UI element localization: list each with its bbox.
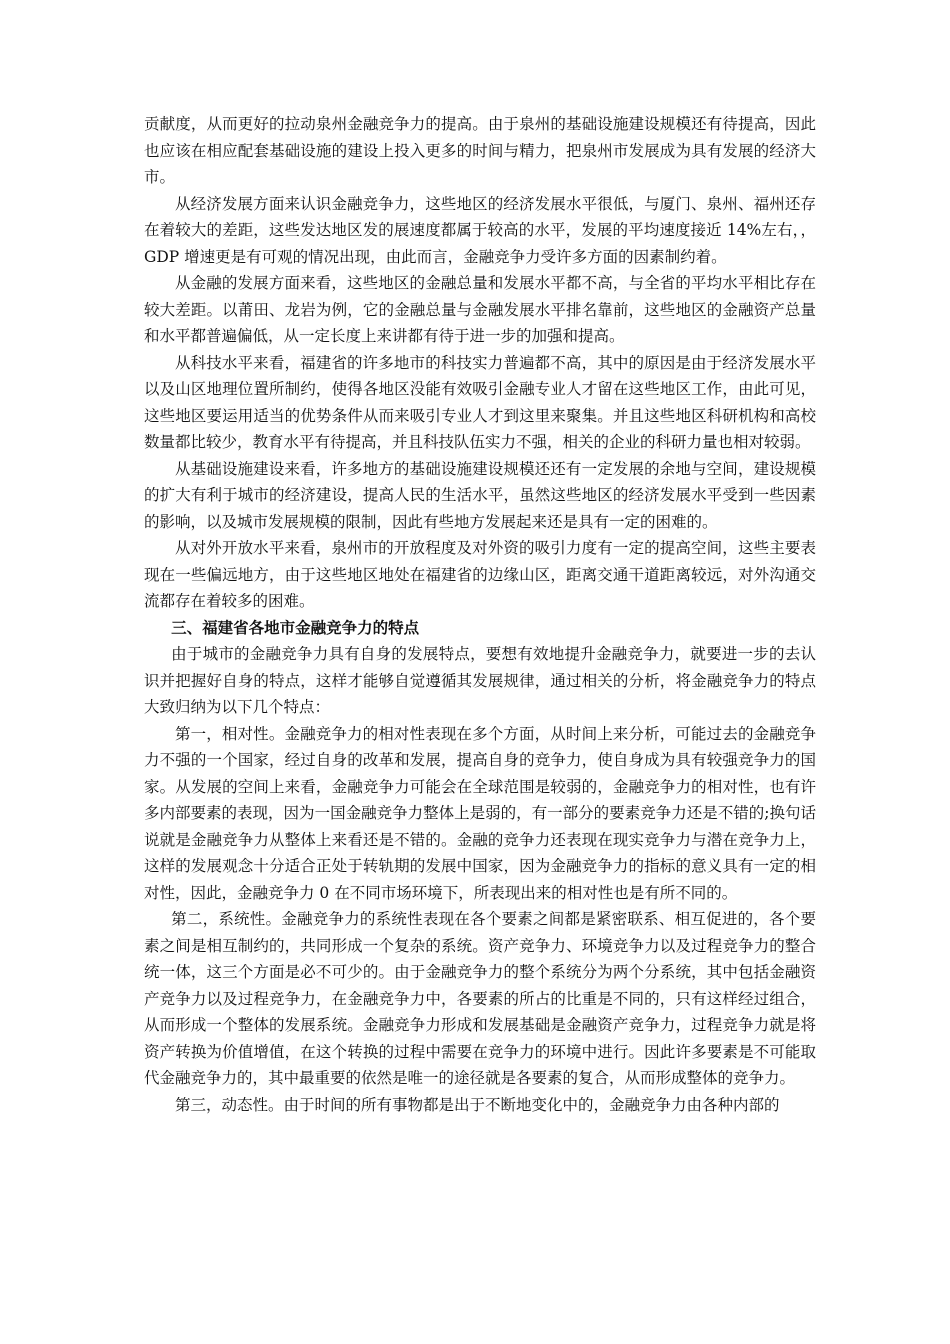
paragraph-dynamic: 第三，动态性。由于时间的所有事物都是出于不断地变化中的，金融竞争力由各种内部的 [175, 1095, 780, 1114]
paragraph-continued: 贡献度，从而更好的拉动泉州金融竞争力的提高。由于泉州的基础设施建设规模还有待提高，因此也应该在相应配套基础设施的建设上投入更多的时间与精力，把泉州市发展成为具有发展的经济大市。 [144, 115, 816, 186]
paragraph-characteristics-intro: 由于城市的金融竞争力具有自身的发展特点，要想有效地提升金融竞争力，就要进一步的去认识并把握好自身的特点，这样才能够自觉遵循其发展规律，通过相关的分析，将金融竞争力的特点大致归纳为以下几个特点： [144, 645, 816, 716]
paragraph-technology-level: 从科技水平来看，福建省的许多地市的科技实力普遍都不高，其中的原因是由于经济发展水平以及山区地理位置所制约，使得各地区没能有效吸引金融专业人才留在这些地区工作，由此可见，这些地区要运用适当的优势条件从而来吸引专业人才到这里来聚集。并且这些地区科研机构和高校数量都比较少，教育水平有待提高，并且科技队伍实力不强，相关的企业的科研力量也相对较弱。 [144, 353, 816, 451]
section-heading: 三、福建省各地市金融竞争力的特点 [171, 618, 420, 637]
paragraph-opening-up: 从对外开放水平来看，泉州市的开放程度及对外资的吸引力度有一定的提高空间，这些主要表现在一些偏远地方，由于这些地区地处在福建省的边缘山区，距离交通干道距离较远，对外沟通交流都存在着较多的困难。 [144, 539, 816, 610]
paragraph-financial-development: 从金融的发展方面来看，这些地区的金融总量和发展水平都不高，与全省的平均水平相比存在较大差距。以莆田、龙岩为例，它的金融总量与金融发展水平排名靠前，这些地区的金融资产总量和水平都普遍偏低，从一定长度上来讲都有待于进一步的加强和提高。 [144, 274, 816, 345]
paragraph-infrastructure: 从基础设施建设来看，许多地方的基础设施建设规模还还有一定发展的余地与空间，建设规模的扩大有利于城市的经济建设，提高人民的生活水平，虽然这些地区的经济发展水平受到一些因素的影响，以及城市发展规模的限制，因此有些地方发展起来还是具有一定的困难的。 [144, 459, 816, 531]
paragraph-economic-development: 从经济发展方面来认识金融竞争力，这些地区的经济发展水平很低，与厦门、泉州、福州还存在着较大的差距，这些发达地区发的展速度都属于较高的水平，发展的平均速度接近 14%左右，， GDP 增速更是有可观的情况出现，由此而言，金融竞争力受许多方面的因素制约着。 [144, 194, 816, 266]
paragraph-systematic: 第二，系统性。金融竞争力的系统性表现在各个要素之间都是紧密联系、相互促进的，各个要素之间是相互制约的，共同形成一个复杂的系统。资产竞争力、环境竞争力以及过程竞争力的整合统一体，这三个方面是必不可少的。由于金融竞争力的整个系统分为两个分系统，其中包括金融资产竞争力以及过程竞争力，在金融竞争力中，各要素的所占的比重是不同的，只有这样经过组合，从而形成一个整体的发展系统。金融竞争力形成和发展基础是金融资产竞争力，过程竞争力就是将资产转换为价值增值，在这个转换的过程中需要在竞争力的环境中进行。因此许多要素是不可能取代金融竞争力的，其中最重要的依然是唯一的途径就是各要素的复合，从而形成整体的竞争力。 [144, 910, 816, 1087]
document-body [144, 111, 816, 1118]
paragraph-relativity: 第一，相对性。金融竞争力的相对性表现在多个方面，从时间上来分析，可能过去的金融竞争力不强的一个国家，经过自身的改革和发展，提高自身的竞争力，使自身成为具有较强竞争力的国家。从发展的空间上来看，金融竞争力可能会在全球范围是较弱的，金融竞争力的相对性，也有许多内部要素的表现，因为一国金融竞争力整体上是弱的，有一部分的要素竞争力还是不错的;换句话说就是金融竞争力从整体上来看还是不错的。金融的竞争力还表现在现实竞争力与潜在竞争力上，这样的发展观念十分适合正处于转轨期的发展中国家，因为金融竞争力的指标的意义具有一定的相对性，因此，金融竞争力 0 在不同市场环境下，所表现出来的相对性也是有所不同的。 [144, 724, 816, 902]
